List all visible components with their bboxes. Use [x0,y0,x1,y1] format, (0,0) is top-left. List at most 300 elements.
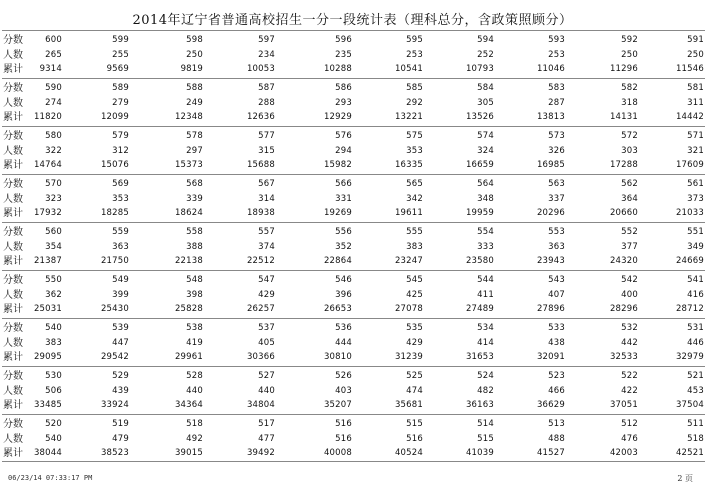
table-cell: 12636 [246,112,275,122]
table-cell: 566 [335,179,352,189]
table-cell: 10793 [465,64,494,74]
table-cell: 13526 [465,112,494,122]
table-cell: 579 [112,131,129,141]
table-cell: 511 [687,419,704,429]
table-cell: 597 [258,35,275,45]
score-row [2,130,705,143]
table-cell: 446 [687,338,704,348]
row-label: 分数 [3,227,23,238]
table-cell: 444 [335,338,352,348]
table-cell: 514 [477,419,494,429]
table-cell: 321 [687,146,704,156]
table-block [2,222,705,270]
table-cell: 235 [335,50,352,60]
table-cell: 287 [548,98,565,108]
table-cell: 571 [687,131,704,141]
row-label: 分数 [3,371,23,382]
row-label: 人数 [3,146,23,157]
table-cell: 398 [186,290,203,300]
row-label: 人数 [3,386,23,397]
table-cell: 569 [112,179,129,189]
table-cell: 15982 [323,160,352,170]
table-cell: 534 [477,323,494,333]
score-row [2,418,705,431]
count-row [2,241,705,254]
table-cell: 37051 [609,400,638,410]
row-label: 人数 [3,194,23,205]
table-cell: 42003 [609,448,638,458]
table-cell: 532 [621,323,638,333]
row-label: 人数 [3,434,23,445]
table-cell: 425 [406,290,423,300]
table-cell: 315 [258,146,275,156]
table-cell: 570 [45,179,62,189]
table-cell: 36163 [465,400,494,410]
table-cell: 512 [621,419,638,429]
table-cell: 374 [258,242,275,252]
cumulative-row [2,447,705,460]
row-label: 分数 [3,35,23,46]
table-cell: 24669 [675,256,704,266]
table-cell: 492 [186,434,203,444]
table-cell: 482 [477,386,494,396]
table-cell: 543 [548,275,565,285]
table-cell: 20296 [536,208,565,218]
table-cell: 400 [621,290,638,300]
table-cell: 292 [406,98,423,108]
score-row [2,226,705,239]
table-cell: 544 [477,275,494,285]
table-cell: 32091 [536,352,565,362]
table-cell: 549 [112,275,129,285]
table-cell: 477 [258,434,275,444]
table-cell: 552 [621,227,638,237]
table-cell: 294 [335,146,352,156]
table-cell: 19269 [323,208,352,218]
row-label: 累计 [3,256,23,267]
table-cell: 396 [335,290,352,300]
table-cell: 339 [186,194,203,204]
table-cell: 16659 [465,160,494,170]
table-cell: 407 [548,290,565,300]
table-cell: 36629 [536,400,565,410]
table-cell: 10541 [394,64,423,74]
table-cell: 568 [186,179,203,189]
table-cell: 9819 [180,64,203,74]
table-cell: 513 [548,419,565,429]
score-row [2,274,705,287]
table-cell: 305 [477,98,494,108]
table-cell: 250 [687,50,704,60]
table-cell: 38044 [33,448,62,458]
table-cell: 554 [477,227,494,237]
table-cell: 580 [45,131,62,141]
table-cell: 250 [186,50,203,60]
table-cell: 556 [335,227,352,237]
table-cell: 18285 [100,208,129,218]
cumulative-row [2,159,705,172]
table-cell: 18938 [246,208,275,218]
table-cell: 14442 [675,112,704,122]
table-cell: 353 [406,146,423,156]
table-cell: 383 [406,242,423,252]
table-cell: 558 [186,227,203,237]
row-label: 分数 [3,275,23,286]
table-block [2,126,705,174]
table-cell: 547 [258,275,275,285]
table-cell: 40524 [394,448,423,458]
table-cell: 582 [621,83,638,93]
table-cell: 11820 [33,112,62,122]
table-cell: 35681 [394,400,423,410]
table-cell: 586 [335,83,352,93]
table-cell: 17288 [609,160,638,170]
table-cell: 322 [45,146,62,156]
table-cell: 516 [335,434,352,444]
count-row [2,145,705,158]
table-cell: 324 [477,146,494,156]
table-block [2,366,705,414]
table-cell: 15373 [174,160,203,170]
row-label: 分数 [3,131,23,142]
table-cell: 596 [335,35,352,45]
table-cell: 13221 [394,112,423,122]
table-cell: 593 [548,35,565,45]
table-cell: 333 [477,242,494,252]
table-cell: 533 [548,323,565,333]
cumulative-row [2,63,705,76]
row-label: 分数 [3,419,23,430]
table-cell: 252 [477,50,494,60]
score-row [2,322,705,335]
table-cell: 416 [687,290,704,300]
table-cell: 429 [406,338,423,348]
table-cell: 476 [621,434,638,444]
table-cell: 331 [335,194,352,204]
table-cell: 23247 [394,256,423,266]
table-cell: 363 [112,242,129,252]
table-cell: 326 [548,146,565,156]
table-cell: 21033 [675,208,704,218]
table-cell: 27489 [465,304,494,314]
table-cell: 422 [621,386,638,396]
table-cell: 21387 [33,256,62,266]
cumulative-row [2,255,705,268]
table-cell: 555 [406,227,423,237]
row-label: 分数 [3,179,23,190]
row-label: 人数 [3,242,23,253]
table-cell: 561 [687,179,704,189]
table-cell: 253 [406,50,423,60]
table-cell: 12348 [174,112,203,122]
table-cell: 22512 [246,256,275,266]
table-cell: 337 [548,194,565,204]
table-cell: 519 [112,419,129,429]
table-cell: 419 [186,338,203,348]
table-cell: 592 [621,35,638,45]
table-cell: 520 [45,419,62,429]
table-cell: 515 [406,419,423,429]
table-cell: 551 [687,227,704,237]
table-cell: 15688 [246,160,275,170]
table-cell: 440 [258,386,275,396]
table-cell: 39015 [174,448,203,458]
table-cell: 353 [112,194,129,204]
table-cell: 600 [45,35,62,45]
table-cell: 541 [687,275,704,285]
table-cell: 41527 [536,448,565,458]
table-cell: 538 [186,323,203,333]
row-label: 累计 [3,160,23,171]
print-timestamp: 06/23/14 07:33:17 PM [8,474,93,482]
table-cell: 297 [186,146,203,156]
table-cell: 342 [406,194,423,204]
table-cell: 11296 [609,64,638,74]
score-table [2,30,705,462]
table-cell: 15076 [100,160,129,170]
score-row [2,82,705,95]
table-cell: 255 [112,50,129,60]
table-cell: 25031 [33,304,62,314]
table-cell: 354 [45,242,62,252]
table-cell: 537 [258,323,275,333]
row-label: 累计 [3,112,23,123]
table-cell: 12929 [323,112,352,122]
count-row [2,49,705,62]
table-cell: 530 [45,371,62,381]
table-cell: 11546 [675,64,704,74]
table-cell: 438 [548,338,565,348]
table-cell: 16335 [394,160,423,170]
count-row [2,337,705,350]
table-cell: 591 [687,35,704,45]
table-cell: 29095 [33,352,62,362]
table-cell: 34364 [174,400,203,410]
table-cell: 559 [112,227,129,237]
table-block [2,318,705,366]
table-cell: 377 [621,242,638,252]
page-title: 2014年辽宁省普通高校招生一分一段统计表（理科总分，含政策照顾分） [132,13,573,28]
count-row [2,289,705,302]
table-cell: 414 [477,338,494,348]
table-cell: 22138 [174,256,203,266]
table-cell: 572 [621,131,638,141]
table-cell: 363 [548,242,565,252]
table-cell: 20660 [609,208,638,218]
table-cell: 311 [687,98,704,108]
table-cell: 440 [186,386,203,396]
table-cell: 26653 [323,304,352,314]
cumulative-row [2,303,705,316]
table-cell: 598 [186,35,203,45]
table-cell: 14131 [609,112,638,122]
count-row [2,433,705,446]
table-cell: 11046 [536,64,565,74]
table-cell: 29961 [174,352,203,362]
table-cell: 567 [258,179,275,189]
table-cell: 23580 [465,256,494,266]
table-cell: 536 [335,323,352,333]
table-cell: 22864 [323,256,352,266]
table-cell: 439 [112,386,129,396]
table-cell: 24320 [609,256,638,266]
table-cell: 388 [186,242,203,252]
table-cell: 587 [258,83,275,93]
table-cell: 27078 [394,304,423,314]
table-cell: 279 [112,98,129,108]
table-cell: 38523 [100,448,129,458]
table-cell: 563 [548,179,565,189]
table-cell: 564 [477,179,494,189]
table-cell: 314 [258,194,275,204]
table-block [2,174,705,222]
table-cell: 594 [477,35,494,45]
table-cell: 323 [45,194,62,204]
table-cell: 14764 [33,160,62,170]
table-cell: 42521 [675,448,704,458]
table-cell: 21750 [100,256,129,266]
table-cell: 352 [335,242,352,252]
table-cell: 234 [258,50,275,60]
table-cell: 23943 [536,256,565,266]
table-cell: 37504 [675,400,704,410]
table-cell: 25828 [174,304,203,314]
table-cell: 588 [186,83,203,93]
table-cell: 318 [621,98,638,108]
table-cell: 19959 [465,208,494,218]
table-cell: 575 [406,131,423,141]
table-cell: 557 [258,227,275,237]
table-cell: 17932 [33,208,62,218]
table-cell: 466 [548,386,565,396]
table-cell: 526 [335,371,352,381]
table-cell: 479 [112,434,129,444]
table-cell: 29542 [100,352,129,362]
table-cell: 383 [45,338,62,348]
cumulative-row [2,111,705,124]
table-cell: 527 [258,371,275,381]
table-cell: 31653 [465,352,494,362]
row-label: 累计 [3,448,23,459]
row-label: 累计 [3,352,23,363]
cumulative-row [2,351,705,364]
table-cell: 540 [45,323,62,333]
table-cell: 253 [548,50,565,60]
table-cell: 39492 [246,448,275,458]
table-cell: 447 [112,338,129,348]
count-row [2,193,705,206]
page-number: 2 页 [677,474,693,483]
table-cell: 362 [45,290,62,300]
table-cell: 576 [335,131,352,141]
table-cell: 474 [406,386,423,396]
table-cell: 349 [687,242,704,252]
table-cell: 583 [548,83,565,93]
table-cell: 595 [406,35,423,45]
table-cell: 19611 [394,208,423,218]
row-label: 分数 [3,323,23,334]
table-cell: 590 [45,83,62,93]
score-row [2,178,705,191]
table-cell: 265 [45,50,62,60]
table-cell: 548 [186,275,203,285]
table-cell: 524 [477,371,494,381]
table-cell: 9314 [39,64,62,74]
count-row [2,385,705,398]
table-cell: 578 [186,131,203,141]
table-cell: 10053 [246,64,275,74]
table-cell: 33485 [33,400,62,410]
score-row [2,34,705,47]
row-label: 累计 [3,208,23,219]
table-cell: 542 [621,275,638,285]
table-cell: 405 [258,338,275,348]
table-cell: 411 [477,290,494,300]
table-block [2,78,705,126]
table-cell: 522 [621,371,638,381]
table-cell: 515 [477,434,494,444]
row-label: 累计 [3,400,23,411]
table-cell: 562 [621,179,638,189]
table-cell: 26257 [246,304,275,314]
table-cell: 599 [112,35,129,45]
table-cell: 249 [186,98,203,108]
table-cell: 399 [112,290,129,300]
table-cell: 348 [477,194,494,204]
table-cell: 373 [687,194,704,204]
table-cell: 28712 [675,304,704,314]
table-cell: 540 [45,434,62,444]
row-label: 累计 [3,64,23,75]
table-cell: 30366 [246,352,275,362]
table-cell: 303 [621,146,638,156]
table-cell: 545 [406,275,423,285]
table-cell: 516 [406,434,423,444]
table-cell: 293 [335,98,352,108]
row-label: 分数 [3,83,23,94]
table-cell: 9569 [106,64,129,74]
table-cell: 31239 [394,352,423,362]
table-cell: 517 [258,419,275,429]
table-block [2,270,705,318]
table-cell: 539 [112,323,129,333]
table-block [2,30,705,78]
table-cell: 429 [258,290,275,300]
table-cell: 529 [112,371,129,381]
table-cell: 442 [621,338,638,348]
row-label: 人数 [3,50,23,61]
score-row [2,370,705,383]
table-cell: 33924 [100,400,129,410]
table-cell: 25430 [100,304,129,314]
table-cell: 17609 [675,160,704,170]
table-cell: 560 [45,227,62,237]
row-label: 人数 [3,338,23,349]
table-cell: 589 [112,83,129,93]
table-cell: 506 [45,386,62,396]
table-cell: 274 [45,98,62,108]
table-cell: 550 [45,275,62,285]
table-cell: 12099 [100,112,129,122]
cumulative-row [2,207,705,220]
table-cell: 453 [687,386,704,396]
table-cell: 10288 [323,64,352,74]
table-cell: 27896 [536,304,565,314]
table-cell: 573 [548,131,565,141]
table-cell: 546 [335,275,352,285]
table-cell: 516 [335,419,352,429]
table-cell: 523 [548,371,565,381]
